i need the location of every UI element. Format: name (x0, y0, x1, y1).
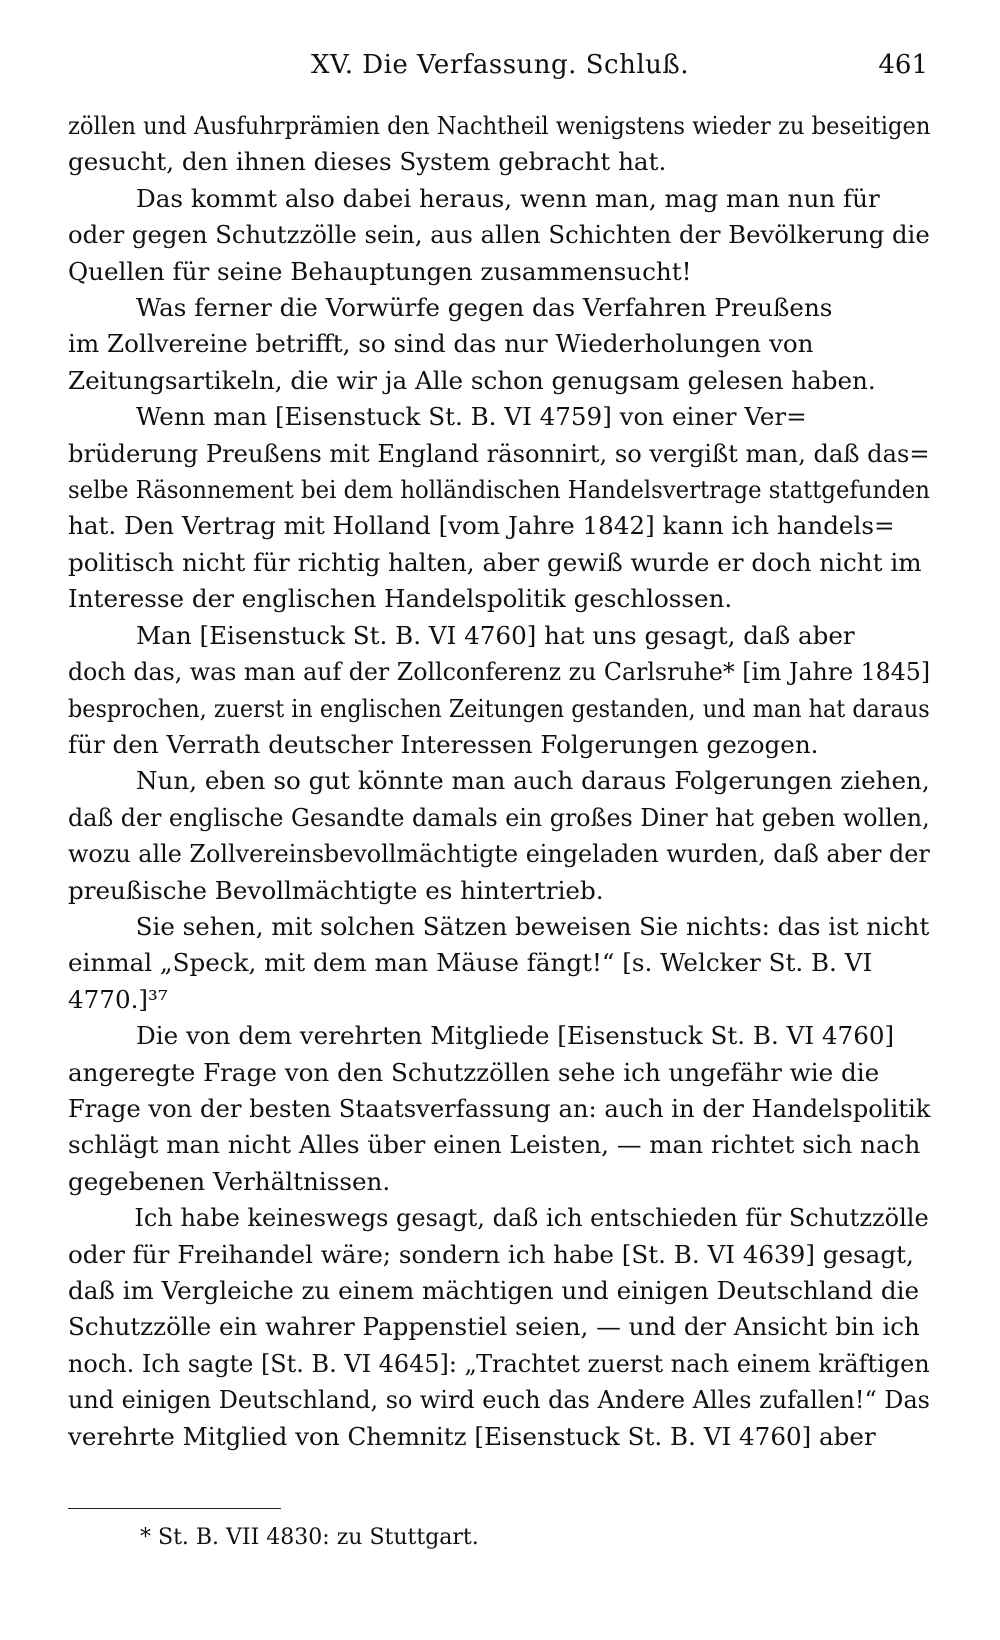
text-line: Man [Eisenstuck St. B. VI 4760] hat uns gesagt, daß aber (136, 620, 855, 650)
text-line: Interesse der englischen Handelspolitik geschlossen. (68, 584, 733, 614)
text-line: Wenn man [Eisenstuck St. B. VI 4759] von einer Ver= (136, 402, 807, 432)
page-number: 461 (878, 50, 928, 80)
text-line: wozu alle Zollvereinsbevollmächtigte eingeladen wurden, daß aber der (68, 839, 930, 869)
text-line: angeregte Frage von den Schutzzöllen sehe ich ungefähr wie die (68, 1057, 880, 1087)
text-line: Die von dem verehrten Mitgliede [Eisenstuck St. B. VI 4760] (136, 1021, 895, 1051)
text-line: für den Verrath deutscher Interessen Folgerungen gezogen. (68, 729, 819, 759)
text-line: gesucht, den ihnen dieses System gebracht hat. (68, 147, 667, 177)
text-line: und einigen Deutschland, so wird euch das Andere Alles zufallen!“ Das (68, 1385, 930, 1415)
text-line: oder für Freihandel wäre; sondern ich habe [St. B. VI 4639] gesagt, (68, 1239, 914, 1269)
text-line: besprochen, zuerst in englischen Zeitungen gestanden, und man hat daraus (68, 693, 930, 723)
footnote: * St. B. VII 4830: zu Stuttgart. (140, 1525, 479, 1550)
text-line: Schutzzölle ein wahrer Pappenstiel seien, — und der Ansicht bin ich (68, 1312, 920, 1342)
text-line: verehrte Mitglied von Chemnitz [Eisenstuck St. B. VI 4760] aber (68, 1421, 876, 1451)
text-line: zöllen und Ausfuhrprämien den Nachtheil wenigstens wieder zu beseitigen (68, 111, 931, 140)
text-line: gegebenen Verhältnissen. (68, 1166, 391, 1196)
text-line: Frage von der besten Staatsverfassung an: auch in der Handelspolitik (68, 1093, 931, 1123)
text-line: schlägt man nicht Alles über einen Leisten, — man richtet sich nach (68, 1130, 921, 1160)
text-line: Was ferner die Vorwürfe gegen das Verfahren Preußens (136, 293, 833, 323)
text-line: selbe Räsonnement bei dem holländischen Handelsvertrage stattgefunden (68, 475, 930, 505)
text-line: daß der englische Gesandte damals ein großes Diner hat geben wollen, (68, 802, 930, 832)
text-line: politisch nicht für richtig halten, aber gewiß wurde er doch nicht im (68, 547, 922, 577)
text-line: im Zollvereine betrifft, so sind das nur Wiederholungen von (68, 329, 814, 359)
text-line: Quellen für seine Behauptungen zusammensucht! (68, 256, 692, 286)
text-line: Nun, eben so gut könnte man auch daraus Folgerungen ziehen, (136, 766, 930, 796)
text-line: doch das, was man auf der Zollconferenz zu Carlsruhe* [im Jahre 1845] (68, 657, 931, 687)
text-line: brüderung Preußens mit England räsonnirt, so vergißt man, daß das= (68, 438, 930, 468)
text-line: hat. Den Vertrag mit Holland [vom Jahre 1842] kann ich handels= (68, 511, 895, 541)
text-line: Das kommt also dabei heraus, wenn man, mag man nun für (136, 183, 880, 213)
text-line: oder gegen Schutzzölle sein, aus allen Schichten der Bevölkerung die (68, 220, 930, 250)
body-text (68, 108, 930, 1455)
text-line: noch. Ich sagte [St. B. VI 4645]: „Trachtet zuerst nach einem kräftigen (68, 1348, 930, 1378)
text-line: 4770.]³⁷ (68, 984, 168, 1014)
text-line: preußische Bevollmächtigte es hintertrieb. (68, 875, 604, 905)
text-line: Ich habe keineswegs gesagt, daß ich entschieden für Schutzzölle (134, 1203, 929, 1233)
text-line: einmal „Speck, mit dem man Mäuse fängt!“ [s. Welcker St. B. VI (68, 948, 873, 978)
page-header (70, 50, 930, 90)
text-line: Zeitungsartikeln, die wir ja Alle schon genugsam gelesen haben. (68, 365, 876, 395)
text-line: daß im Vergleiche zu einem mächtigen und einigen Deutschland die (68, 1276, 919, 1305)
running-title: XV. Die Verfassung. Schluß. (310, 50, 690, 80)
text-line: Sie sehen, mit solchen Sätzen beweisen Sie nichts: das ist nicht (135, 911, 930, 941)
footnote-divider (68, 1508, 281, 1509)
